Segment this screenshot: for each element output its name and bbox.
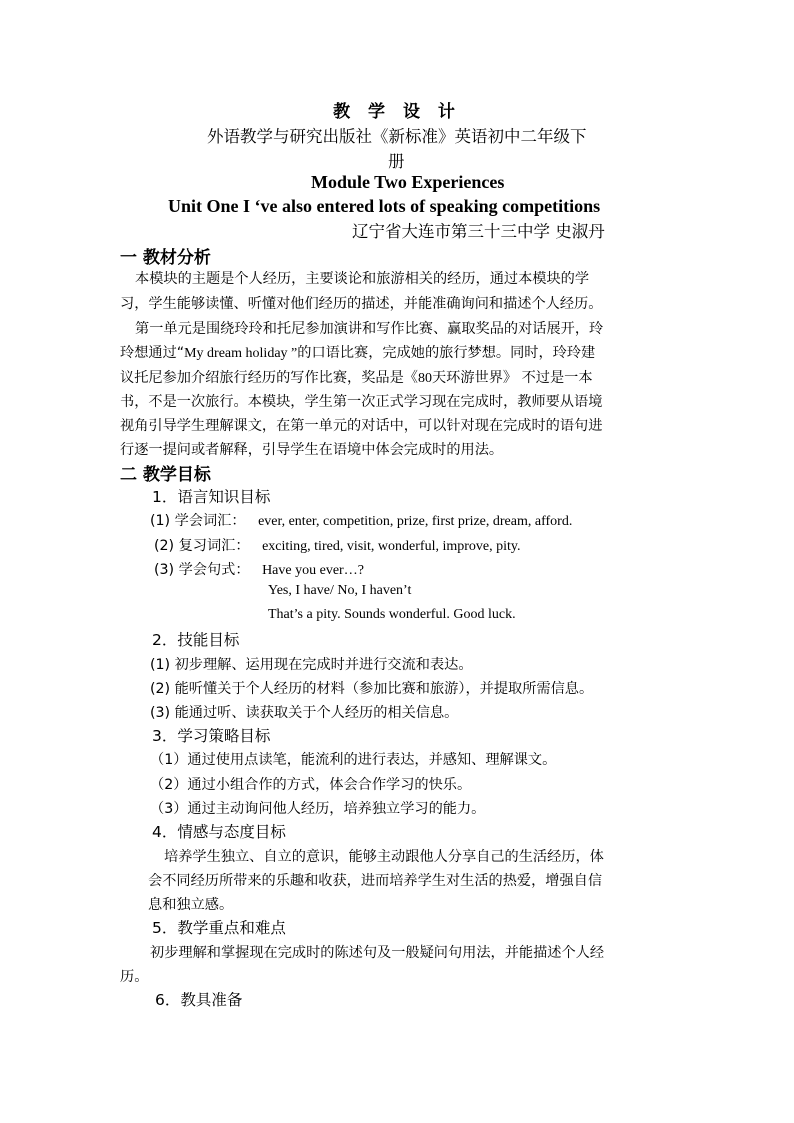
paragraph-line: 会不同经历所带来的乐趣和收获，进而培养学生对生活的热爱，增强自信 — [148, 873, 603, 889]
module-title: Module Two Experiences — [311, 172, 505, 192]
paragraph-line: 议托尼参加介绍旅行经历的写作比赛，奖品是《80天环游世界》 不过是一本 — [120, 370, 593, 386]
section-heading-textbook-analysis: 一 教材分析 — [120, 248, 211, 268]
subheading-learning-strategies: 3．学习策略目标 — [152, 727, 271, 745]
list-item: (2) 复习词汇： exciting, tired, visit, wonderful, improve, pity. — [154, 538, 521, 554]
list-item-continuation: Yes, I have/ No, I haven’t — [268, 583, 412, 598]
document-title: 教 学 设 计 — [333, 102, 461, 122]
paragraph-line: 息和独立感。 — [148, 897, 234, 913]
list-item: （1）通过使用点读笔，能流利的进行表达，并感知、理解课文。 — [150, 752, 557, 768]
list-item: （2）通过小组合作的方式，体会合作学习的快乐。 — [150, 777, 472, 793]
subheading-language-knowledge: 1．语言知识目标 — [152, 488, 271, 506]
list-item-continuation: That’s a pity. Sounds wonderful. Good luck. — [268, 607, 516, 622]
paragraph-line: 初步理解和掌握现在完成时的陈述句及一般疑问句用法，并能描述个人经 — [150, 945, 605, 961]
publisher-line-2: 册 — [388, 152, 405, 171]
list-item: (3) 能通过听、读获取关于个人经历的相关信息。 — [150, 705, 459, 721]
paragraph-line: 习，学生能够读懂、听懂对他们经历的描述，并能准确询问和描述个人经历。 — [120, 296, 603, 312]
list-item: （3）通过主动询问他人经历，培养独立学习的能力。 — [150, 801, 486, 817]
paragraph-line: 行逐一提问或者解释，引导学生在语境中体会完成时的用法。 — [120, 442, 504, 458]
author-line: 辽宁省大连市第三十三中学 史淑丹 — [352, 222, 605, 241]
paragraph-line: 本模块的主题是个人经历，主要谈论和旅游相关的经历，通过本模块的学 — [135, 271, 590, 287]
section-heading-teaching-objectives: 二 教学目标 — [120, 465, 211, 485]
paragraph-line: 历。 — [120, 969, 149, 985]
list-item: (1) 初步理解、运用现在完成时并进行交流和表达。 — [150, 657, 473, 673]
subheading-skills: 2．技能目标 — [152, 631, 240, 649]
unit-title: Unit One I ‘ve also entered lots of speaking competitions — [168, 196, 601, 216]
subheading-teaching-aids: 6．教具准备 — [155, 991, 243, 1009]
list-item: (2) 能听懂关于个人经历的材料（参加比赛和旅游），并提取所需信息。 — [150, 681, 594, 697]
list-item: (1) 学会词汇： ever, enter, competition, prize, first prize, dream, afford. — [150, 513, 573, 529]
paragraph-line: 培养学生独立、自立的意识，能够主动跟他人分享自己的生活经历，体 — [164, 849, 604, 865]
paragraph-line: 玲想通过“My dream holiday ”的口语比赛，完成她的旅行梦想。同时，玲玲建 — [120, 345, 596, 361]
publisher-line-1: 外语教学与研究出版社《新标准》英语初中二年级下 — [207, 127, 587, 146]
subheading-emotions-attitudes: 4．情感与态度目标 — [152, 823, 286, 841]
list-item: (3) 学会句式： Have you ever…? — [154, 562, 364, 578]
paragraph-line: 视角引导学生理解课文，在第一单元的对话中，可以针对现在完成时的语句进 — [120, 418, 603, 434]
paragraph-line: 书，不是一次旅行。本模块，学生第一次正式学习现在完成时，教师要从语境 — [120, 394, 603, 410]
subheading-key-points: 5．教学重点和难点 — [152, 919, 286, 937]
paragraph-line: 第一单元是围绕玲玲和托尼参加演讲和写作比赛、赢取奖品的对话展开，玲 — [135, 321, 604, 337]
